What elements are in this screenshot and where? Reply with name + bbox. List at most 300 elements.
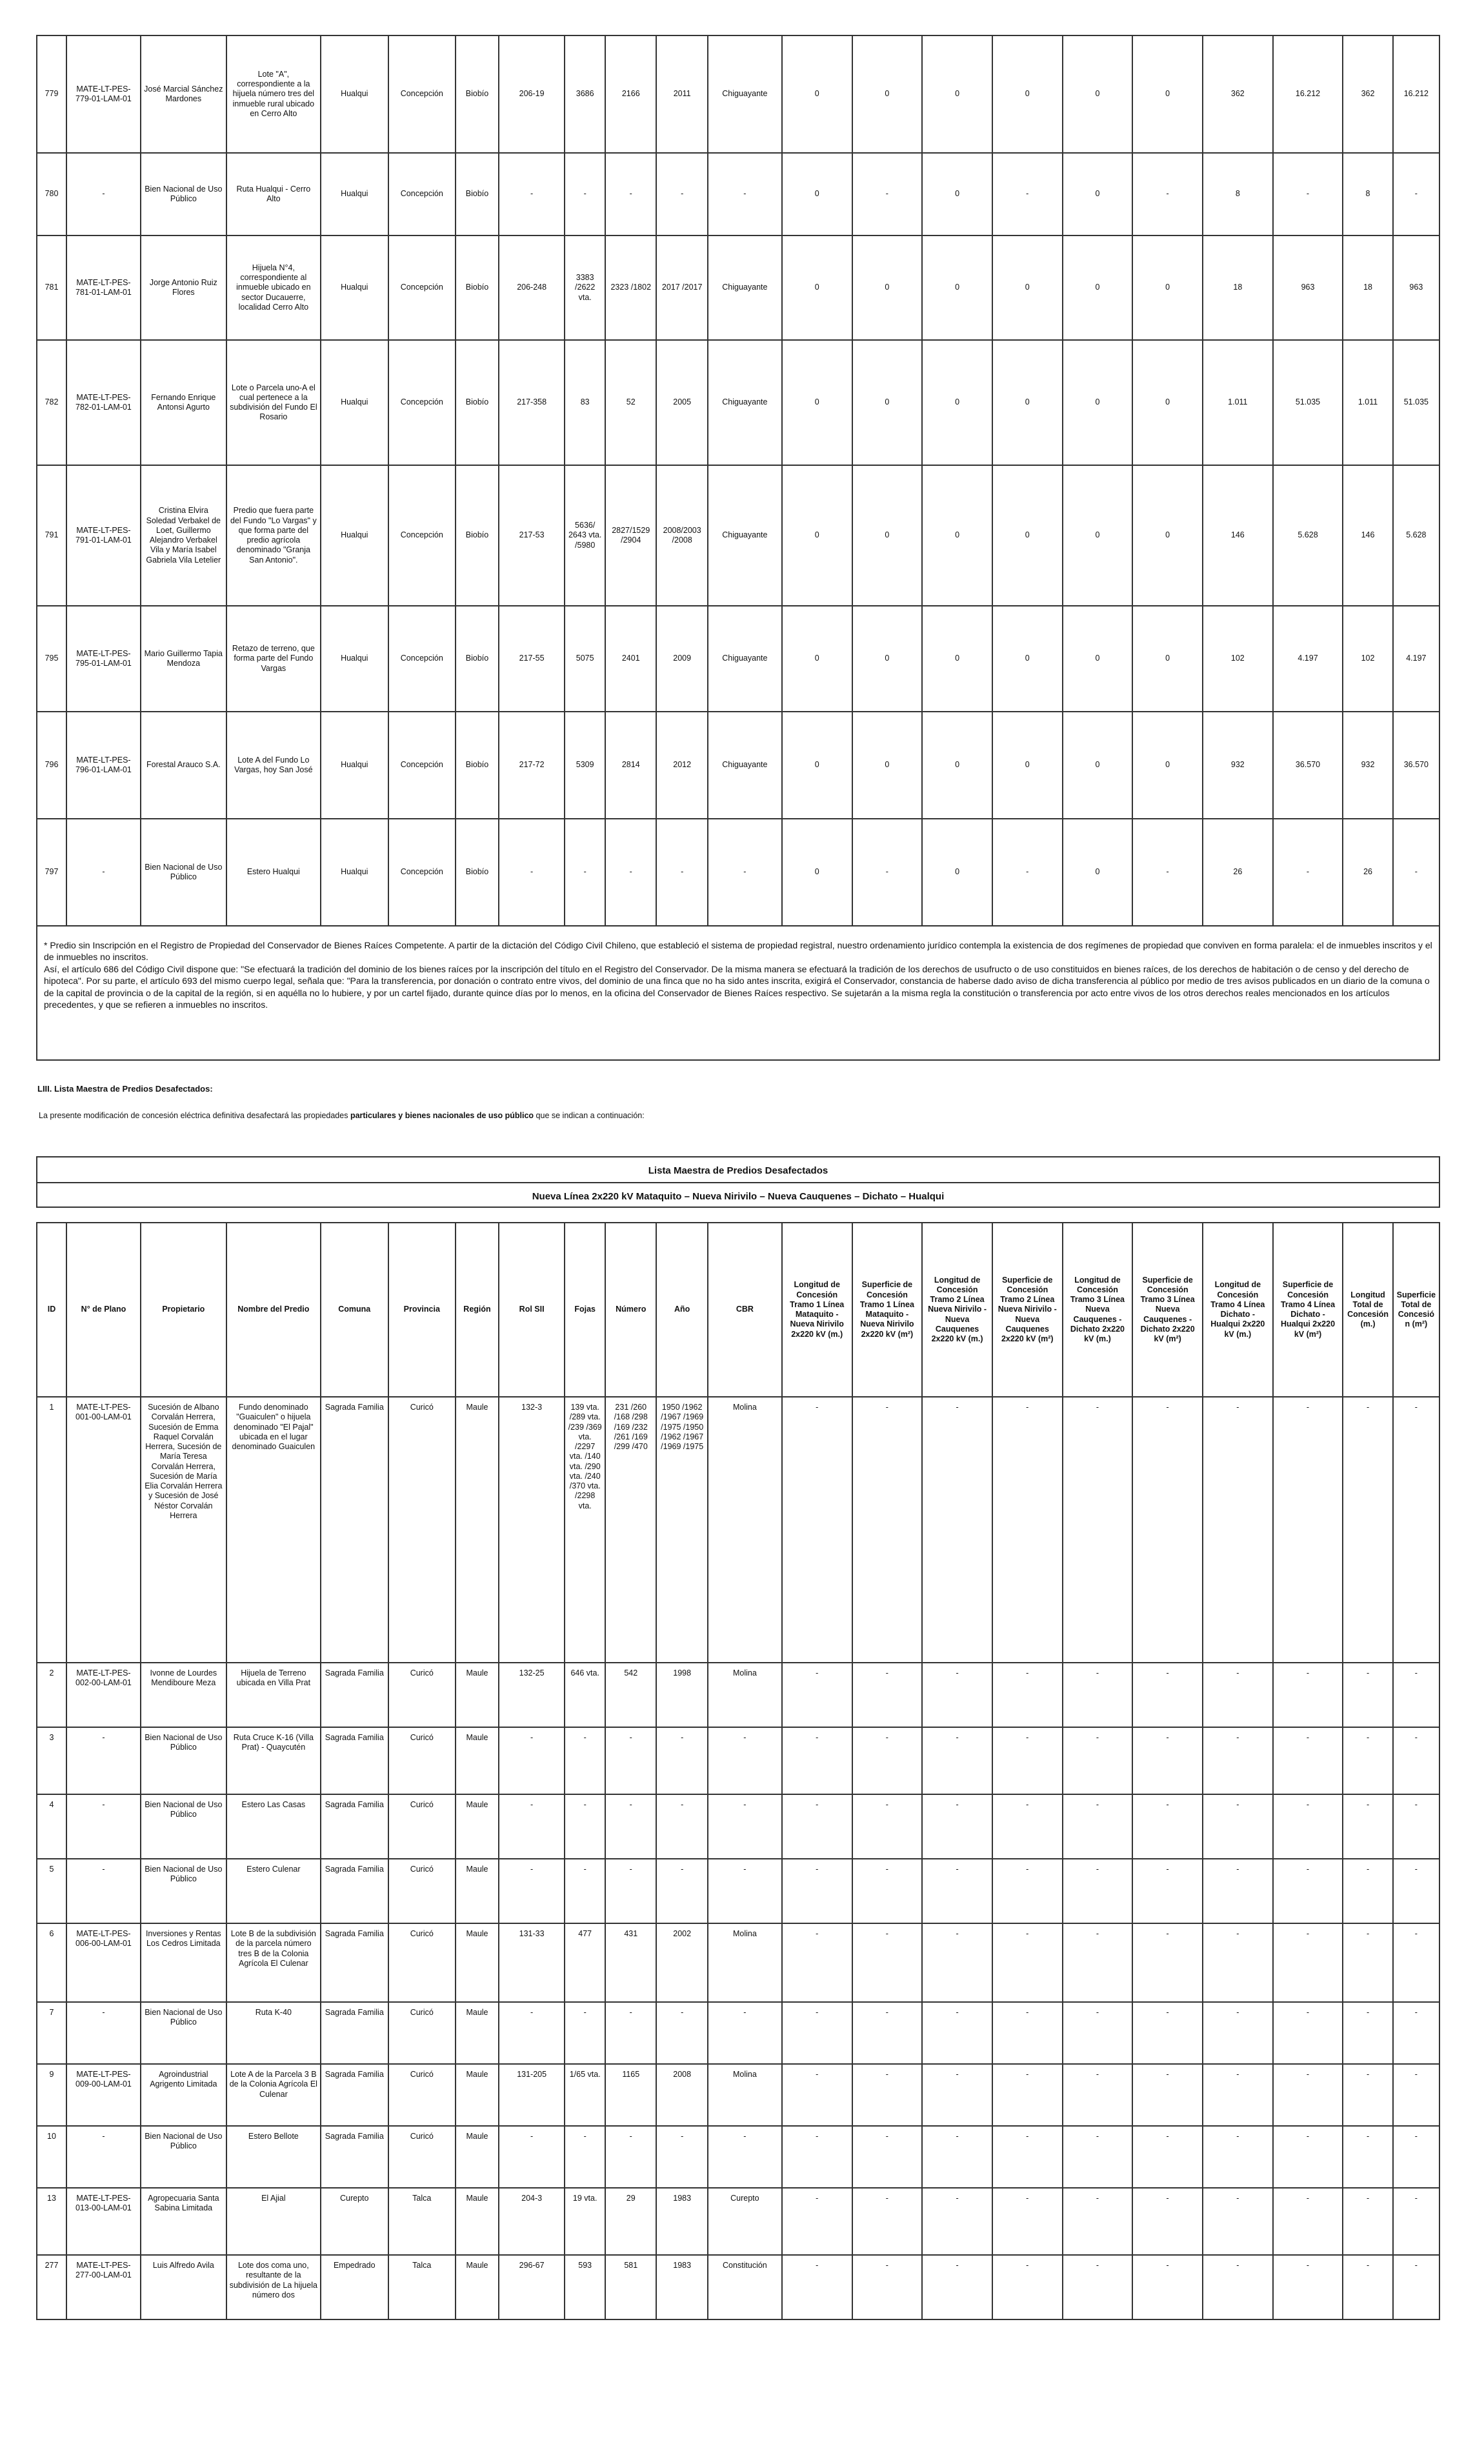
table2-cell: - (992, 2002, 1063, 2064)
table2-row (37, 1859, 1439, 1923)
table2-cell: - (1343, 1663, 1392, 1727)
table2-cell: Sagrada Familia (321, 1727, 388, 1794)
table1-cell: 146 (1343, 465, 1392, 606)
table2-cell: 593 (565, 2255, 605, 2319)
table2-cell: 9 (37, 2064, 66, 2126)
table2-cell: - (1132, 1859, 1203, 1923)
parcel-table-continued (36, 35, 1440, 927)
table2-cell: 1165 (605, 2064, 656, 2126)
table1-cell: 0 (992, 235, 1063, 340)
table2-cell: 29 (605, 2188, 656, 2255)
table2-cell: - (852, 1397, 923, 1663)
table2-cell: - (499, 1859, 565, 1923)
table1-cell: 2005 (656, 340, 707, 465)
column-header: Superficie de Concesión Tramo 4 Línea Dichato - Hualqui 2x220 kV (m²) (1273, 1223, 1343, 1397)
table1-row (37, 35, 1439, 153)
table2-cell: - (1063, 2064, 1133, 2126)
table2-cell: Sagrada Familia (321, 1859, 388, 1923)
table1-cell: 779 (37, 35, 66, 153)
table1-cell: 51.035 (1393, 340, 1439, 465)
table1-cell: - (992, 819, 1063, 926)
table2-cell: - (66, 1859, 141, 1923)
table2-cell: Bien Nacional de Uso Público (141, 2002, 226, 2064)
table1-cell: 36.570 (1393, 712, 1439, 819)
table1-cell: 16.212 (1273, 35, 1343, 153)
table1-cell: 0 (1132, 712, 1203, 819)
table1-cell: 0 (922, 35, 992, 153)
table2-cell: Hijuela de Terreno ubicada en Villa Prat (226, 1663, 321, 1727)
table1-cell: 0 (992, 340, 1063, 465)
table1-cell: Retazo de terreno, que forma parte del Fundo Vargas (226, 606, 321, 712)
table2-cell: - (852, 1794, 923, 1859)
table2-cell: 581 (605, 2255, 656, 2319)
table2-cell: - (1063, 1397, 1133, 1663)
table1-cell: Fernando Enrique Antonsi Agurto (141, 340, 226, 465)
column-header: Provincia (388, 1223, 456, 1397)
table1-cell: Biobío (456, 35, 499, 153)
table1-cell: 83 (565, 340, 605, 465)
table2-cell: - (565, 2126, 605, 2188)
table1-cell: 2017 /2017 (656, 235, 707, 340)
table2-cell: - (852, 1859, 923, 1923)
column-header: Superficie de Concesión Tramo 2 Línea Nueva Nirivilo - Nueva Cauquenes 2x220 kV (m²) (992, 1223, 1063, 1397)
table2-cell: Sagrada Familia (321, 2064, 388, 2126)
table2-row (37, 2255, 1439, 2319)
table2-cell: 477 (565, 1923, 605, 2002)
table1-cell: Chiguayante (708, 606, 782, 712)
table1-row (37, 606, 1439, 712)
table2-cell: - (605, 1859, 656, 1923)
table1-cell: - (66, 819, 141, 926)
table2-cell: - (1343, 1794, 1392, 1859)
table1-cell: MATE-LT-PES-791-01-LAM-01 (66, 465, 141, 606)
table1-cell: 0 (922, 606, 992, 712)
note-paragraph-1: * Predio sin Inscripción en el Registro de Propiedad del Conservador de Bienes Raíces Competente. A partir de la dictación del Código Civil Chileno, que estableció el sistema de propiedad registral, nuestro ordenamiento jurídico contempla la existencia de dos regímenes de propiedad que conviven en forma paralela: el de inmuebles inscritos y el de inmuebles no inscritos. (44, 940, 1432, 963)
table1-cell: Hijuela N°4, correspondiente al inmueble ubicado en sector Ducauerre, localidad Cerro Alto (226, 235, 321, 340)
table2-cell: Curepto (708, 2188, 782, 2255)
table1-cell: 0 (782, 465, 852, 606)
table1-cell: 963 (1393, 235, 1439, 340)
table2-cell: 19 vta. (565, 2188, 605, 2255)
table1-cell: 0 (922, 712, 992, 819)
table2-cell: - (1273, 1923, 1343, 2002)
table1-cell: Jorge Antonio Ruiz Flores (141, 235, 226, 340)
table2-cell: 131-33 (499, 1923, 565, 2002)
table2-cell: 6 (37, 1923, 66, 2002)
table2-cell: - (782, 1663, 852, 1727)
column-header: ID (37, 1223, 66, 1397)
table1-cell: 0 (852, 340, 923, 465)
table2-cell: - (852, 2126, 923, 2188)
table1-cell: 0 (992, 712, 1063, 819)
table1-cell: 963 (1273, 235, 1343, 340)
table2-cell: - (992, 2255, 1063, 2319)
table1-cell: 0 (782, 606, 852, 712)
table2-cell: - (852, 1727, 923, 1794)
table1-cell: 780 (37, 153, 66, 235)
table2-cell: - (852, 2255, 923, 2319)
table1-cell: 8 (1203, 153, 1273, 235)
table1-cell: 362 (1203, 35, 1273, 153)
table2-cell: Curicó (388, 1794, 456, 1859)
column-header: Región (456, 1223, 499, 1397)
table1-cell: Biobío (456, 235, 499, 340)
table1-cell: Biobío (456, 819, 499, 926)
table1-cell: Estero Hualqui (226, 819, 321, 926)
table2-cell: - (656, 2126, 707, 2188)
table2-row (37, 2126, 1439, 2188)
column-header: Superficie Total de Concesión (m²) (1393, 1223, 1439, 1397)
table2-row (37, 1923, 1439, 2002)
table1-cell: 217-53 (499, 465, 565, 606)
table2-cell: - (922, 1397, 992, 1663)
table2-cell: Ivonne de Lourdes Mendiboure Meza (141, 1663, 226, 1727)
table2-cell: - (1273, 2255, 1343, 2319)
table2-cell: 1950 /1962 /1967 /1969 /1975 /1950 /1962 /1967 /1969 /1975 (656, 1397, 707, 1663)
table2-cell: 231 /260 /168 /298 /169 /232 /261 /169 /299 /470 (605, 1397, 656, 1663)
table1-cell: José Marcial Sánchez Mardones (141, 35, 226, 153)
table1-cell: 0 (1132, 340, 1203, 465)
column-header: Longitud de Concesión Tramo 2 Línea Nueva Nirivilo - Nueva Cauquenes 2x220 kV (m.) (922, 1223, 992, 1397)
table2-cell: Agroindustrial Agrigento Limitada (141, 2064, 226, 2126)
table1-cell: Ruta Hualqui - Cerro Alto (226, 153, 321, 235)
table1-cell: 0 (782, 153, 852, 235)
column-header: Comuna (321, 1223, 388, 1397)
master-list-table (36, 1222, 1440, 2320)
table2-cell: Molina (708, 1397, 782, 1663)
table2-cell: - (565, 1859, 605, 1923)
table2-cell: 2 (37, 1663, 66, 1727)
table1-cell: Chiguayante (708, 35, 782, 153)
table2-cell: 3 (37, 1727, 66, 1794)
table1-cell: 2012 (656, 712, 707, 819)
table1-cell: 2009 (656, 606, 707, 712)
table1-cell: Hualqui (321, 153, 388, 235)
table1-cell: Forestal Arauco S.A. (141, 712, 226, 819)
table2-cell: - (1063, 1727, 1133, 1794)
table1-cell: MATE-LT-PES-779-01-LAM-01 (66, 35, 141, 153)
table2-cell: - (1063, 2126, 1133, 2188)
table1-cell: 206-19 (499, 35, 565, 153)
table2-cell: - (1343, 2064, 1392, 2126)
table2-cell: Estero Culenar (226, 1859, 321, 1923)
table1-cell: 0 (992, 465, 1063, 606)
table1-cell: - (565, 153, 605, 235)
table1-cell: 206-248 (499, 235, 565, 340)
table2-cell: Sagrada Familia (321, 1794, 388, 1859)
table2-cell: - (605, 2126, 656, 2188)
table2-cell: - (1132, 1923, 1203, 2002)
table1-row (37, 340, 1439, 465)
table1-cell: 0 (1132, 606, 1203, 712)
table1-cell: 2814 (605, 712, 656, 819)
table2-cell: Talca (388, 2188, 456, 2255)
table2-cell: - (1132, 1727, 1203, 1794)
table2-cell: Constitución (708, 2255, 782, 2319)
table2-cell: - (1132, 2002, 1203, 2064)
table1-row (37, 235, 1439, 340)
intro-text-a: La presente modificación de concesión eléctrica definitiva desafectará las propiedades (39, 1111, 350, 1120)
table2-cell: - (1273, 1663, 1343, 1727)
table2-cell: Maule (456, 2255, 499, 2319)
table2-cell: Lote dos coma uno, resultante de la subdivisión de La hijuela número dos (226, 2255, 321, 2319)
table2-cell: Maule (456, 2002, 499, 2064)
table1-cell: 0 (782, 819, 852, 926)
table2-cell: 2008 (656, 2064, 707, 2126)
table1-cell: 0 (1063, 465, 1133, 606)
table2-cell: 431 (605, 1923, 656, 2002)
table1-cell: 0 (922, 153, 992, 235)
table1-cell: Hualqui (321, 340, 388, 465)
table2-cell: 1 (37, 1397, 66, 1663)
table2-cell: - (852, 2002, 923, 2064)
table2-cell: - (1273, 1859, 1343, 1923)
table2-row (37, 1397, 1439, 1663)
table2-cell: - (782, 2064, 852, 2126)
table1-cell: MATE-LT-PES-781-01-LAM-01 (66, 235, 141, 340)
table2-cell: Lote A de la Parcela 3 B de la Colonia Agrícola El Culenar (226, 2064, 321, 2126)
table2-cell: 204-3 (499, 2188, 565, 2255)
table1-cell: 146 (1203, 465, 1273, 606)
table1-cell: 0 (1063, 340, 1133, 465)
table2-cell: - (656, 1859, 707, 1923)
table2-cell: - (656, 1727, 707, 1794)
table2-cell: - (656, 2002, 707, 2064)
table1-cell: 2008/2003 /2008 (656, 465, 707, 606)
table1-cell: 0 (1132, 235, 1203, 340)
table2-cell: 542 (605, 1663, 656, 1727)
table2-cell: - (1273, 2064, 1343, 2126)
intro-text-c: que se indican a continuación: (534, 1111, 645, 1120)
table2-row (37, 2188, 1439, 2255)
table1-cell: - (1273, 819, 1343, 926)
table2-cell: - (1203, 1923, 1273, 2002)
table1-cell: - (852, 153, 923, 235)
table2-cell: - (992, 1794, 1063, 1859)
table2-cell: - (922, 1663, 992, 1727)
column-header: Longitud de Concesión Tramo 4 Línea Dichato - Hualqui 2x220 kV (m.) (1203, 1223, 1273, 1397)
table2-cell: - (1203, 1859, 1273, 1923)
table2-cell: Estero Las Casas (226, 1794, 321, 1859)
table1-cell: 2401 (605, 606, 656, 712)
table1-cell: 2827/1529 /2904 (605, 465, 656, 606)
table1-cell: Biobío (456, 712, 499, 819)
table2-cell: - (1132, 2064, 1203, 2126)
table2-cell: - (605, 1727, 656, 1794)
table2-cell: - (1203, 1397, 1273, 1663)
table2-cell: - (1273, 1794, 1343, 1859)
table2-cell: - (852, 2064, 923, 2126)
table2-cell: - (782, 2126, 852, 2188)
table2-cell: - (782, 2188, 852, 2255)
table1-cell: 0 (922, 235, 992, 340)
table2-cell: - (1132, 2188, 1203, 2255)
table1-row (37, 712, 1439, 819)
table2-cell: MATE-LT-PES-277-00-LAM-01 (66, 2255, 141, 2319)
table2-cell: - (499, 1794, 565, 1859)
table2-cell: - (1203, 2064, 1273, 2126)
table2-cell: - (1393, 1923, 1439, 2002)
table2-cell: - (782, 1794, 852, 1859)
table2-cell: 132-3 (499, 1397, 565, 1663)
table1-cell: Biobío (456, 153, 499, 235)
table1-cell: 0 (922, 340, 992, 465)
table1-cell: - (708, 153, 782, 235)
table1-cell: 217-358 (499, 340, 565, 465)
table1-cell: Mario Guillermo Tapia Mendoza (141, 606, 226, 712)
column-header: Nombre del Predio (226, 1223, 321, 1397)
table2-cell: - (992, 1859, 1063, 1923)
table2-cell: - (1343, 1923, 1392, 2002)
table2-cell: MATE-LT-PES-002-00-LAM-01 (66, 1663, 141, 1727)
table1-cell: 0 (1063, 235, 1133, 340)
table1-cell: 0 (852, 35, 923, 153)
table1-cell: 26 (1343, 819, 1392, 926)
table2-cell: - (852, 1923, 923, 2002)
table2-cell: - (499, 1727, 565, 1794)
table2-cell: 13 (37, 2188, 66, 2255)
table2-cell: - (66, 1794, 141, 1859)
table1-cell: Concepción (388, 819, 456, 926)
column-header: Fojas (565, 1223, 605, 1397)
table2-cell: - (1343, 1397, 1392, 1663)
table2-cell: - (922, 2126, 992, 2188)
table2-cell: Bien Nacional de Uso Público (141, 1794, 226, 1859)
table1-cell: 51.035 (1273, 340, 1343, 465)
table2-cell: - (922, 1727, 992, 1794)
table2-cell: Talca (388, 2255, 456, 2319)
table2-cell: - (1343, 2255, 1392, 2319)
table2-cell: 646 vta. (565, 1663, 605, 1727)
table1-cell: 18 (1203, 235, 1273, 340)
table2-cell: - (1063, 2002, 1133, 2064)
table2-cell: - (1393, 2255, 1439, 2319)
table1-cell: 8 (1343, 153, 1392, 235)
table2-cell: Fundo denominado "Guaiculen" o hijuela denominado "El Pajal" ubicada en el lugar denominado Guaiculen (226, 1397, 321, 1663)
table1-cell: - (1393, 819, 1439, 926)
table1-cell: 0 (992, 606, 1063, 712)
table2-cell: Maule (456, 2188, 499, 2255)
table2-cell: - (1343, 2126, 1392, 2188)
table1-cell: 781 (37, 235, 66, 340)
column-header: Longitud de Concesión Tramo 3 Línea Nueva Cauquenes - Dichato 2x220 kV (m.) (1063, 1223, 1133, 1397)
table2-cell: - (1203, 2126, 1273, 2188)
table1-cell: Predio que fuera parte del Fundo "Lo Vargas" y que forma parte del predio agrícola denominado "Granja San Antonio". (226, 465, 321, 606)
table1-cell: Concepción (388, 35, 456, 153)
table2-cell: - (499, 2126, 565, 2188)
table2-cell: Empedrado (321, 2255, 388, 2319)
table2-cell: - (992, 1663, 1063, 1727)
table2-cell: Curicó (388, 1397, 456, 1663)
table2-cell: Agropecuaria Santa Sabina Limitada (141, 2188, 226, 2255)
table2-cell: - (1203, 1794, 1273, 1859)
table1-cell: 0 (852, 606, 923, 712)
table2-cell: - (1132, 1794, 1203, 1859)
table1-cell: - (1393, 153, 1439, 235)
table1-cell: 0 (1063, 153, 1133, 235)
table2-cell: 10 (37, 2126, 66, 2188)
table1-cell: 3686 (565, 35, 605, 153)
table2-cell: - (782, 1859, 852, 1923)
table2-cell: 296-67 (499, 2255, 565, 2319)
table1-cell: 796 (37, 712, 66, 819)
table2-cell: Maule (456, 1727, 499, 1794)
table1-cell: - (565, 819, 605, 926)
table2-cell: - (1393, 2002, 1439, 2064)
table1-cell: - (656, 153, 707, 235)
intro-text-bold: particulares y bienes nacionales de uso público (350, 1111, 534, 1120)
column-header: Superficie de Concesión Tramo 1 Línea Mataquito - Nueva Nirivilo 2x220 kV (m²) (852, 1223, 923, 1397)
column-header: N° de Plano (66, 1223, 141, 1397)
table2-cell: - (1273, 2188, 1343, 2255)
table1-cell: - (1132, 819, 1203, 926)
table2-cell: Sagrada Familia (321, 1663, 388, 1727)
table2-cell: - (1063, 2255, 1133, 2319)
table1-cell: - (499, 819, 565, 926)
table1-cell: 797 (37, 819, 66, 926)
table2-cell: - (66, 1727, 141, 1794)
table1-cell: Concepción (388, 340, 456, 465)
table2-cell: - (782, 1397, 852, 1663)
table2-cell: - (1343, 1727, 1392, 1794)
table2-cell: - (605, 2002, 656, 2064)
table2-cell: - (1203, 1663, 1273, 1727)
table2-cell: - (1393, 1727, 1439, 1794)
table1-cell: Chiguayante (708, 235, 782, 340)
table1-cell: 0 (852, 235, 923, 340)
table1-cell: 217-55 (499, 606, 565, 712)
note-paragraph-2: Así, el artículo 686 del Código Civil dispone que: "Se efectuará la tradición del dominio de los bienes raíces por la inscripción del título en el Registro del Conservador. De la misma manera se efectuará la tradición de los derechos de usufructo o de uso constituidos en bienes raíces, de los derechos de habitación o de censo y del derecho de hipoteca". Por su parte, el artículo 693 del mismo cuerpo legal, señala que: "Para la transferencia, por donación o contrato entre vivos, del dominio de una finca que no ha sido antes inscrita, exigirá el Conservador, constancia de haberse dado aviso de dicha transferencia al público por medio de tres avisos publicados en un diario de la comuna o de la capital de provincia o de la capital de la región, si en aquélla no lo hubiere, y por un cartel fijado, durante quince días por lo menos, en la oficina del Conservador de Bienes Raíces respectivo. Se sujetarán a la misma regla la constitución o transferencia por acto entre vivos de los otros derechos reales mencionados en los artículos precedentes, y que se refieren a inmuebles no inscritos. (44, 963, 1430, 1010)
table2-cell: - (708, 1859, 782, 1923)
table2-cell: - (852, 1663, 923, 1727)
master-list-subtitle: Nueva Línea 2x220 kV Mataquito – Nueva Nirivilo – Nueva Cauquenes – Dichato – Hualqui (532, 1191, 945, 1202)
table1-cell: 26 (1203, 819, 1273, 926)
table2-row (37, 2002, 1439, 2064)
table2-cell: Ruta Cruce K-16 (Villa Prat) - Quaycutén (226, 1727, 321, 1794)
table2-cell: - (1063, 2188, 1133, 2255)
table2-cell: - (66, 2126, 141, 2188)
table2-cell: - (1132, 2126, 1203, 2188)
table2-cell: - (1393, 2188, 1439, 2255)
table2-cell: - (922, 1859, 992, 1923)
table2-cell: - (1203, 2002, 1273, 2064)
table2-cell: - (852, 2188, 923, 2255)
table2-cell: MATE-LT-PES-001-00-LAM-01 (66, 1397, 141, 1663)
table2-row (37, 2064, 1439, 2126)
table2-cell: Ruta K-40 (226, 2002, 321, 2064)
table2-cell: 277 (37, 2255, 66, 2319)
table2-cell: - (1393, 2126, 1439, 2188)
table2-cell: Molina (708, 1663, 782, 1727)
table1-cell: Concepción (388, 465, 456, 606)
table2-cell: 1983 (656, 2255, 707, 2319)
table2-cell: - (656, 1794, 707, 1859)
table2-cell: - (992, 1397, 1063, 1663)
table2-cell: Inversiones y Rentas Los Cedros Limitada (141, 1923, 226, 2002)
table2-cell: 139 vta. /289 vta. /239 /369 vta. /2297 vta. /140 vta. /290 vta. /240 /370 vta. /2298 vta. (565, 1397, 605, 1663)
table2-cell: - (499, 2002, 565, 2064)
table1-cell: Biobío (456, 340, 499, 465)
table1-cell: - (656, 819, 707, 926)
table2-cell: - (708, 1727, 782, 1794)
table1-cell: - (1132, 153, 1203, 235)
table2-cell: Curicó (388, 1663, 456, 1727)
table2-cell: 7 (37, 2002, 66, 2064)
table1-row (37, 153, 1439, 235)
table2-cell: - (1063, 1923, 1133, 2002)
table2-cell: - (782, 2255, 852, 2319)
table2-cell: Sucesión de Albano Corvalán Herrera, Sucesión de Emma Raquel Corvalán Herrera, Sucesión de María Teresa Corvalán Herrera, Sucesión de María Elia Corvalán Herrera y Sucesión de José Néstor Corvalán Herrera (141, 1397, 226, 1663)
